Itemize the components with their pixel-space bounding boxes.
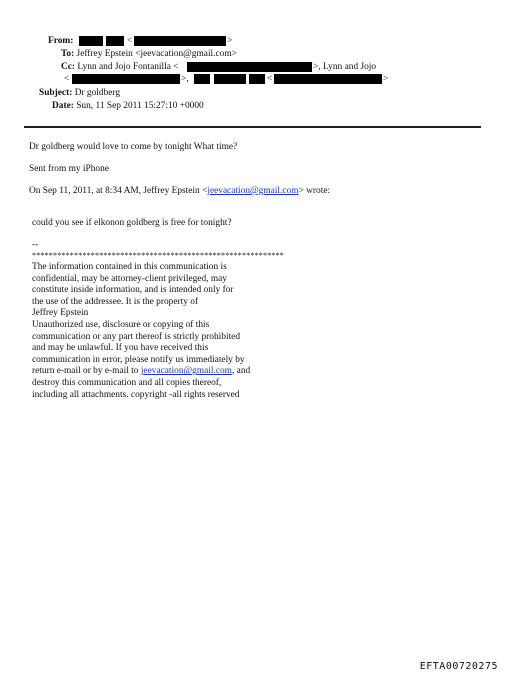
disclaimer-email-end: , and [231,366,251,377]
to-label: To: [61,49,75,59]
to-value: Jeffrey Epstein <jeevacation@gmail.com> [76,49,237,59]
quote-intro-start: On Sep 11, 2011, at 8:34 AM, Jeffrey Epstein < [29,186,208,196]
from-line [48,35,73,47]
email-link[interactable]: jeevacation@gmail.com [207,186,299,196]
disclaimer-line: communication or any part thereof is strictly prohibited [32,331,241,342]
message-line: Dr goldberg would love to come by tonight What time? [29,142,238,152]
redaction-bar [106,36,124,46]
date-line [52,100,204,112]
disclaimer-line: including all attachments. copyright -all rights reserved [32,389,240,400]
email-link[interactable]: jeevacation@gmail.com [140,366,232,377]
cc-value-start: Lynn and Jojo Fontanilla < [77,62,179,72]
redaction-bar [134,36,226,46]
date-value: Sun, 11 Sep 2011 15:27:10 +0000 [76,101,204,111]
date-label: Date: [52,101,74,111]
from-lt: < [127,36,133,46]
disclaimer-line: Unauthorized use, disclosure or copying of this [32,319,210,330]
subject-label: Subject: [39,88,73,98]
cc-line2-gt2: > [383,74,389,84]
disclaimer-line: and may be unlawful. If you have received this [32,343,209,354]
cc-label: Cc: [61,62,76,72]
disclaimer-line: constitute inside information, and is intended only for [32,285,234,296]
from-label: From: [48,36,74,46]
to-line [61,48,237,60]
cc-line [61,61,179,73]
disclaimer-line: Jeffrey Epstein [32,308,89,319]
redaction-bar [194,74,210,84]
subject-value: Dr goldberg [74,88,121,98]
redaction-bar [187,62,312,72]
disclaimer [32,262,250,401]
redaction-bar [72,74,180,84]
from-gt: > [227,36,233,46]
cc-value-mid: >, Lynn and Jojo [313,62,377,72]
disclaimer-line: communication in error, please notify us immediately by [32,354,245,365]
header-divider [24,126,481,128]
quote-intro-end: > wrote: [298,186,331,196]
redaction-bar [79,36,103,46]
disclaimer-email-start: return e-mail or by e-mail to [32,366,141,377]
redaction-bar [214,74,246,84]
redaction-bar [249,74,265,84]
signature-separator: -- [32,240,39,250]
asterisk-separator: ************************************************************ [32,251,284,260]
quote-intro [29,186,330,198]
signature-line: Sent from my iPhone [29,164,109,174]
disclaimer-line: confidential, may be attorney-client privileged, may [32,273,227,284]
disclaimer-line: the use of the addressee. It is the property of [32,296,199,307]
cc-line2-lt: < [64,74,70,84]
disclaimer-line [32,366,250,378]
subject-line [39,87,120,99]
disclaimer-line: destroy this communication and all copies thereof, [32,377,222,388]
document-id: EFTA00720275 [419,661,498,672]
cc-line2-gt: >, [181,74,189,84]
disclaimer-line: The information contained in this communication is [32,262,227,272]
cc-line2-lt2: < [267,74,273,84]
quoted-message: could you see if elkonon goldberg is free for tonight? [32,218,232,228]
redaction-bar [274,74,382,84]
